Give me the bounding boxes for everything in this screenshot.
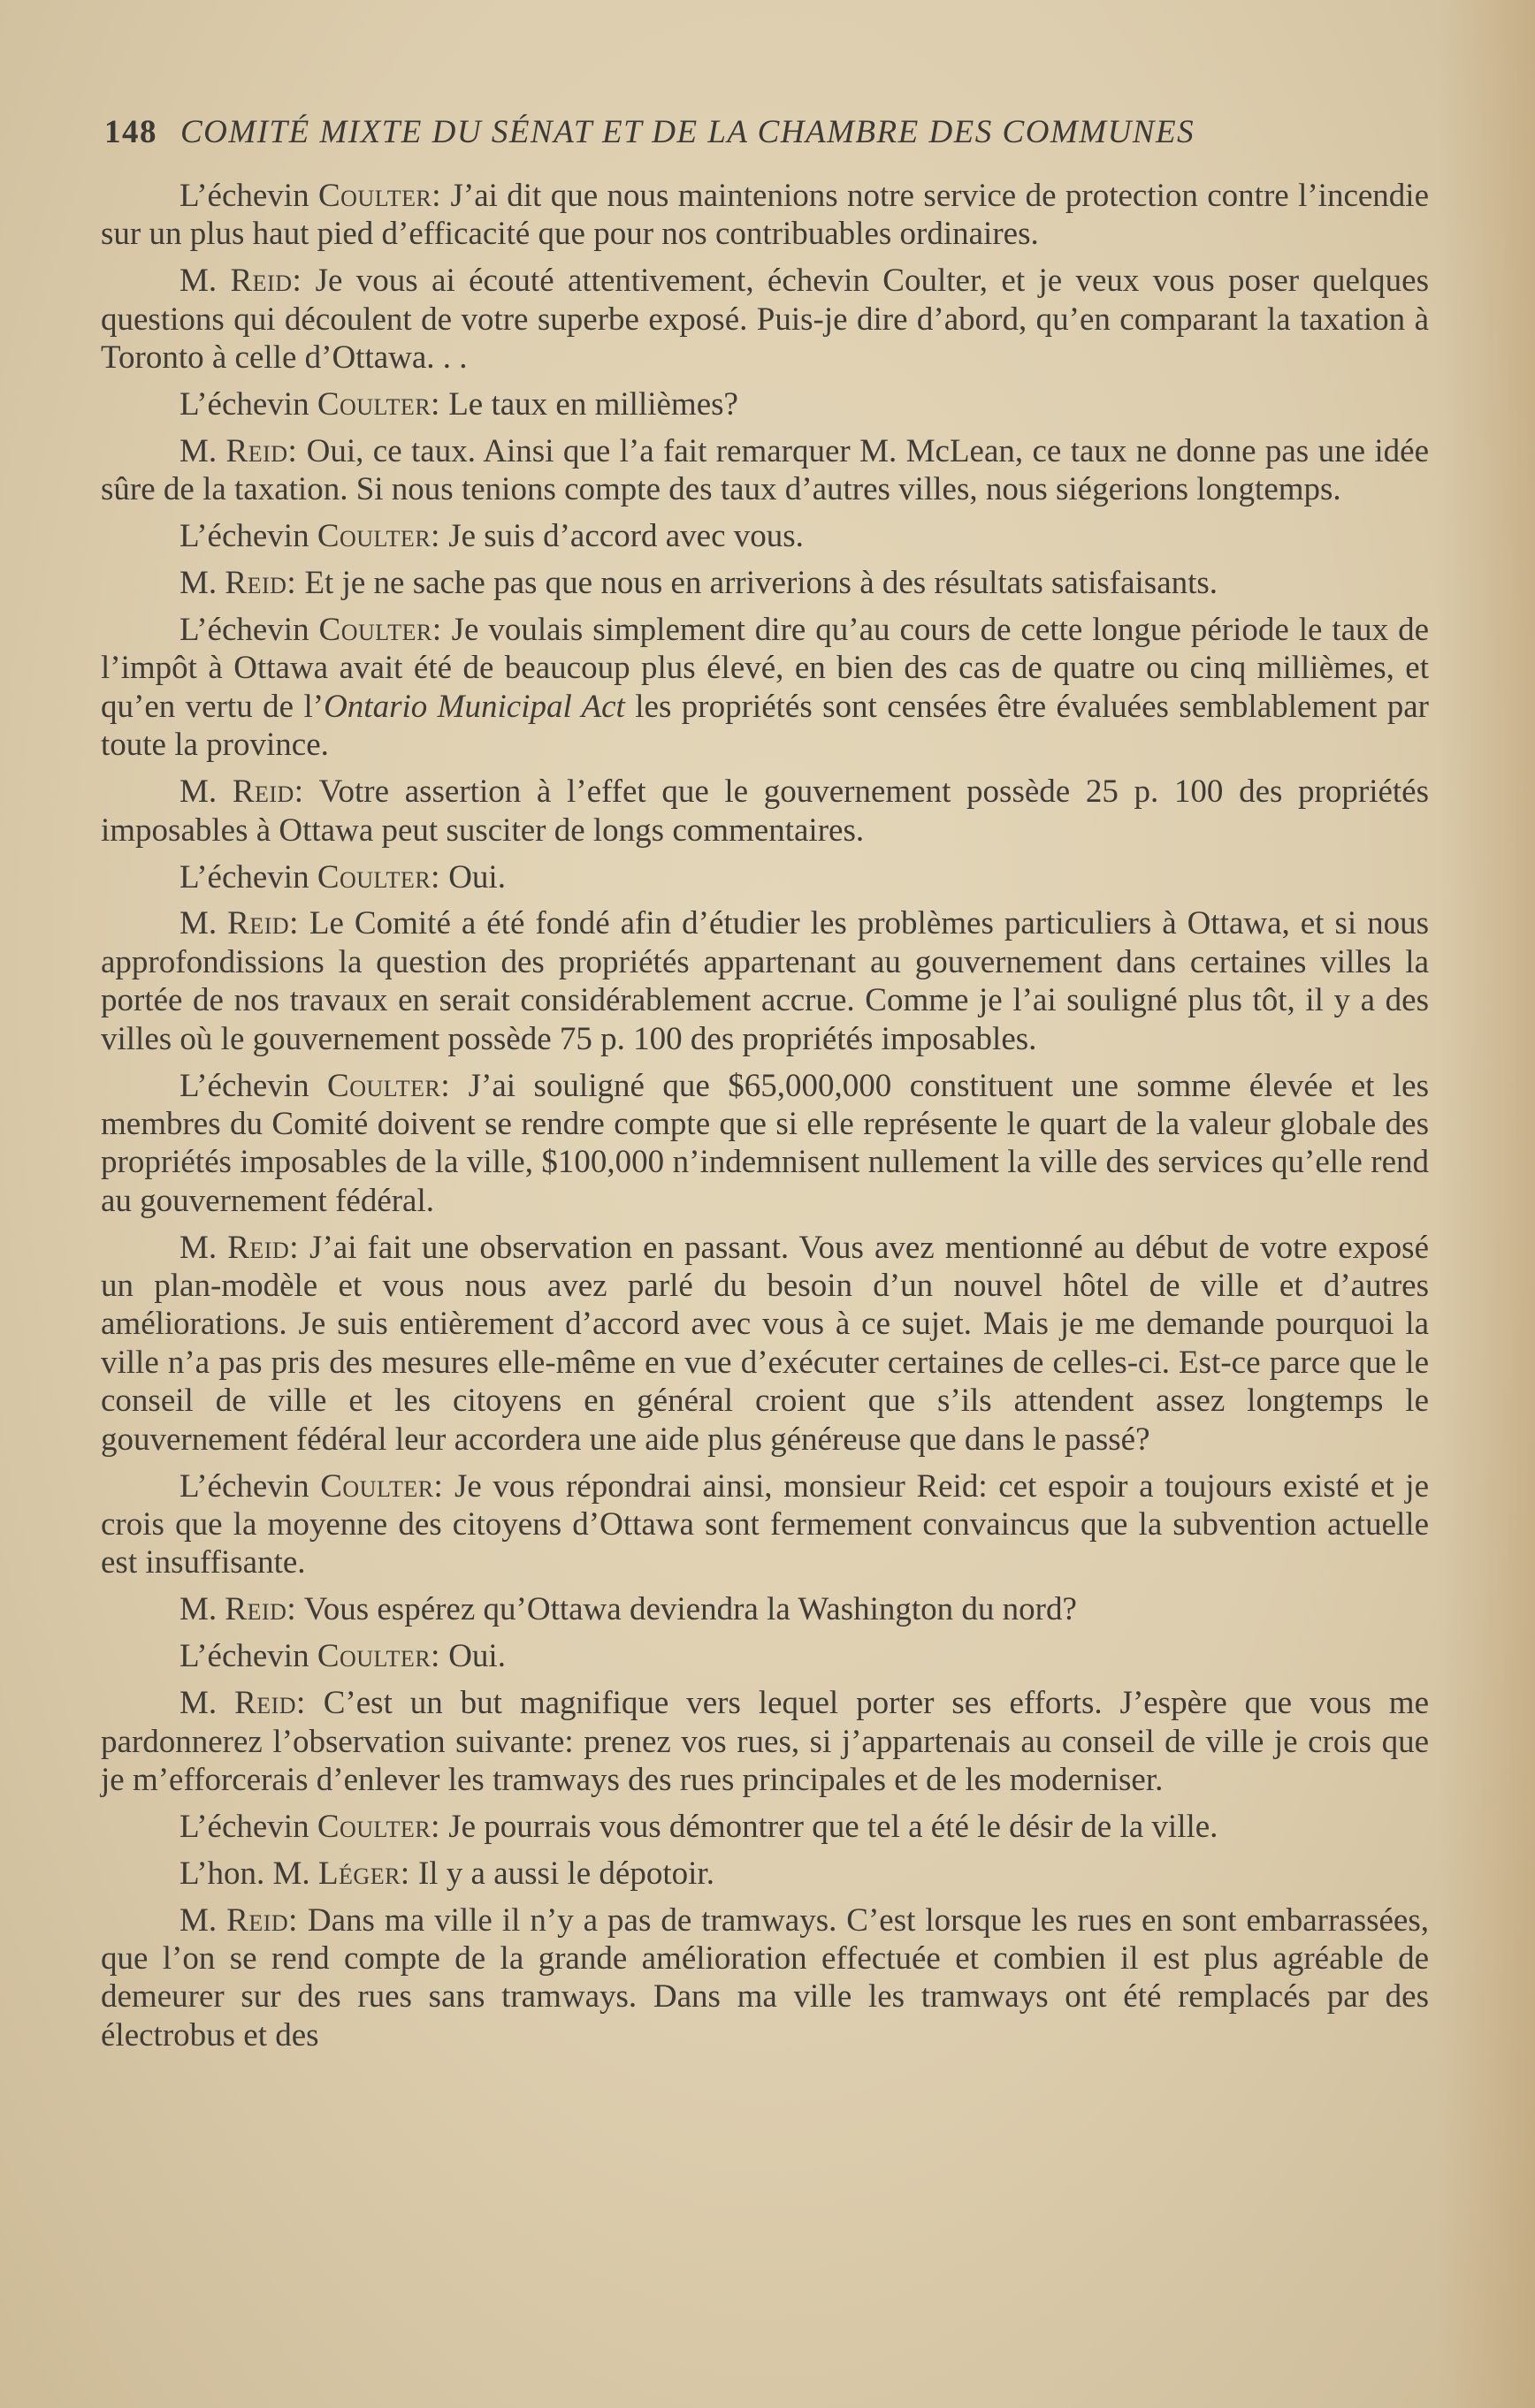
paragraph (101, 1590, 1429, 1628)
speaker-title: L’échevin (179, 858, 309, 895)
speech-text: Oui. (439, 1638, 506, 1675)
speaker-title: M. (179, 1229, 218, 1266)
speech-text: Je pourrais vous démontrer que tel a été le désir de la ville. (439, 1808, 1218, 1845)
speaker-name: Reid: (225, 565, 297, 602)
paragraph (101, 1467, 1429, 1582)
speaker-title: M. (179, 905, 218, 942)
speaker-name: Coulter: (317, 178, 442, 214)
paragraph (101, 1684, 1429, 1799)
speaker-title: L’échevin (179, 518, 309, 555)
paragraph (101, 773, 1429, 850)
speaker-title: M. (179, 432, 218, 469)
speaker-name: Reid: (227, 905, 299, 942)
paragraph (101, 904, 1429, 1058)
paragraph (101, 1855, 1429, 1893)
speaker-name: Coulter: (317, 1808, 440, 1845)
speech-text: Je vous répondrai ainsi, monsieur Reid: cet espoir a toujours existé et je crois que la moyenne des citoyens d’Ottawa sont fermement convaincus que la subvention actuelle est insuffisante. (101, 1467, 1430, 1581)
speaker-title: M. (179, 263, 218, 300)
speaker-title: L’échevin (179, 1808, 309, 1845)
speaker-title: M. (179, 1901, 218, 1939)
speech-text: Je vous ai écouté attentivement, échevin Coulter, et je veux vous poser quelques questions qui découlent de votre superbe exposé. Puis-je dire d’abord, qu’en comparant la taxation à Toronto à celle d’Ottawa. . . (101, 263, 1429, 377)
speaker-title: L’échevin (179, 1638, 309, 1675)
speaker-title: L’hon. M. (179, 1855, 310, 1892)
speaker-name: Reid: (226, 1901, 298, 1939)
speech-text: Oui, ce taux. Ainsi que l’a fait remarquer M. McLean, ce taux ne donne pas une idée sûre de la taxation. Si nous tenions compte des taux d’autres villes, nous siégerions longtemps. (101, 432, 1429, 508)
paragraph (101, 177, 1429, 254)
paragraph (101, 1229, 1429, 1459)
transcript-body (101, 177, 1429, 2063)
speaker-name: Reid: (232, 773, 304, 811)
speech-text: Il y a aussi le dépotoir. (409, 1855, 714, 1892)
speech-text: C’est un but magnifique vers lequel porter ses efforts. J’espère que vous me pardonnerez l’observation suivante: prenez vos rues, si j’appartenais au conseil de ville je crois que je m’efforcerais d’enlever les tramways des rues principales et de les moderniser. (101, 1685, 1429, 1798)
speech-text: Le taux en millièmes? (439, 386, 738, 423)
speech-text: Vous espérez qu’Ottawa deviendra la Washington du nord? (296, 1591, 1077, 1628)
speaker-name: Coulter: (317, 1638, 440, 1675)
speech-text: Votre assertion à l’effet que le gouvernement possède 25 p. 100 des propriétés imposables à Ottawa peut susciter de longs commentaires. (101, 773, 1429, 849)
speech-text: Et je ne sache pas que nous en arriverions à des résultats satisfaisants. (296, 565, 1218, 602)
speaker-name: Coulter: (317, 858, 440, 895)
page-number: 148 (104, 114, 157, 150)
speech-text: les propriétés sont censées être évaluées semblablement par toute la province. (101, 688, 1429, 764)
speaker-name: Coulter: (317, 518, 440, 555)
italic-act-title: Ontario Municipal Act (324, 688, 625, 725)
speaker-title: M. (179, 773, 218, 811)
speaker-title: M. (179, 1685, 218, 1722)
speech-text: Je voulais simplement dire qu’au cours de cette longue période le taux de l’impôt à Ottawa avait été de beaucoup plus élevé, en bien des cas de quatre ou cinq millièmes, et qu’en vertu de l’ (101, 612, 1429, 725)
speech-text: Je suis d’accord avec vous. (439, 518, 804, 555)
speaker-name: Coulter: (318, 612, 442, 649)
speaker-name: Reid: (225, 432, 298, 469)
paragraph (101, 611, 1429, 765)
speaker-name: Coulter: (327, 1067, 451, 1104)
speech-text: J’ai souligné que $65,000,000 constituent une somme élevée et les membres du Comité doivent se rendre compte que si elle représente le quart de la valeur globale des propriétés imposables de la ville, $100,000 n’indemnisent nullement la ville des services qu’elle rend au gouvernement fédéral. (101, 1067, 1429, 1219)
paragraph (101, 564, 1429, 602)
speech-text: Oui. (439, 858, 506, 895)
paragraph (101, 1808, 1429, 1846)
running-title: COMITÉ MIXTE DU SÉNAT ET DE LA CHAMBRE DES COMMUNES (180, 114, 1195, 150)
speaker-title: L’échevin (179, 1467, 309, 1505)
speaker-title: M. (179, 1591, 218, 1628)
paragraph (101, 262, 1429, 377)
speaker-name: Reid: (227, 1229, 299, 1266)
speaker-title: L’échevin (179, 386, 309, 423)
speaker-title: L’échevin (179, 1067, 309, 1104)
speech-text: Dans ma ville il n’y a pas de tramways. C’est lorsque les rues en sont embarrassées, que l’on se rend compte de la grande amélioration effectuée et combien il est plus agréable de demeurer sur des rues sans tramways. Dans ma ville les tramways ont été remplacés par des électrobus et des (101, 1901, 1430, 2054)
speaker-name: Léger: (317, 1855, 410, 1892)
speaker-title: L’échevin (179, 178, 309, 214)
paragraph (101, 432, 1429, 509)
speaker-name: Reid: (230, 263, 302, 300)
speech-text: J’ai fait une observation en passant. Vous avez mentionné au début de votre exposé un plan-modèle et vous nous avez parlé du besoin d’un nouvel hôtel de ville et d’autres améliorations. Je suis entièrement d’accord avec vous à ce sujet. Mais je me demande pourquoi la ville n’a pas pris des mesures elle-même en vue d’exécuter certaines de celles-ci. Est-ce parce que le conseil de ville et les citoyens en général croient que s’ils attendent assez longtemps le gouvernement fédéral leur accordera une aide plus généreuse que dans le passé? (101, 1229, 1429, 1458)
speaker-title: L’échevin (179, 612, 309, 649)
speech-text: Le Comité a été fondé afin d’étudier les problèmes particuliers à Ottawa, et si nous approfondissions la question des propriétés appartenant au gouvernement dans certaines villes la portée de nos travaux en serait considérablement accrue. Comme je l’ai souligné plus tôt, il y a des villes où le gouvernement possède 75 p. 100 des propriétés imposables. (101, 905, 1430, 1057)
page-header (104, 113, 1431, 151)
speech-text: J’ai dit que nous maintenions notre service de protection contre l’incendie sur un plus haut pied d’efficacité que pour nos contribuables ordinaires. (101, 178, 1430, 253)
speaker-name: Reid: (234, 1685, 306, 1722)
speaker-title: M. (179, 565, 218, 602)
speaker-name: Coulter: (320, 1467, 444, 1505)
paragraph (101, 1637, 1429, 1675)
paragraph (101, 1901, 1429, 2055)
paragraph (101, 1067, 1429, 1221)
paragraph (101, 517, 1429, 555)
speaker-name: Reid: (225, 1591, 297, 1628)
speaker-name: Coulter: (317, 386, 440, 423)
paragraph (101, 858, 1429, 896)
paragraph (101, 385, 1429, 423)
